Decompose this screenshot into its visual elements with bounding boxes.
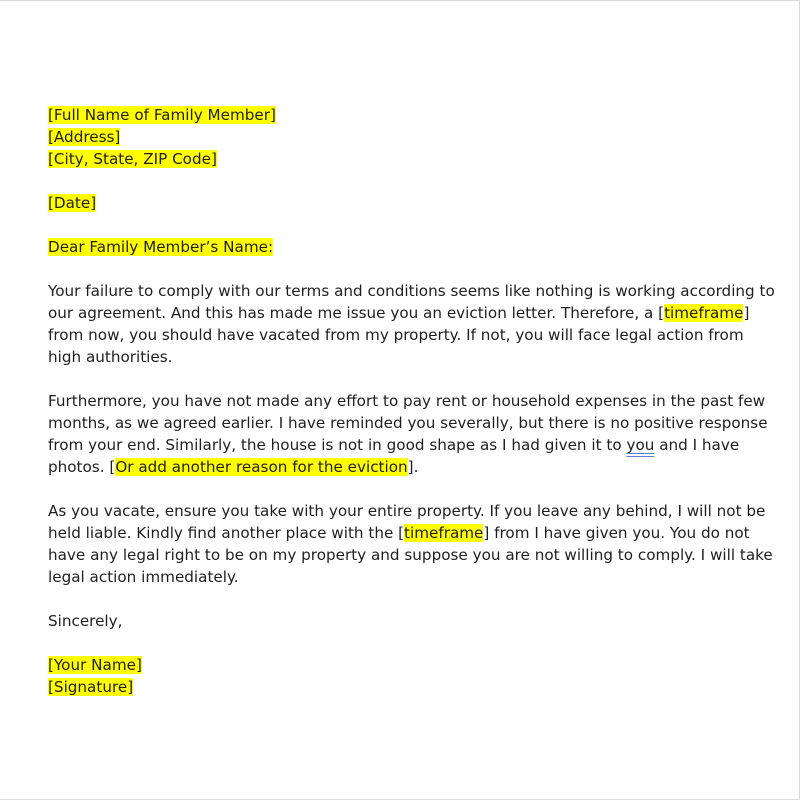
text-run: ] xyxy=(743,304,750,322)
paragraph-line xyxy=(48,434,758,456)
text-run: and I have xyxy=(654,436,740,454)
salutation[interactable]: Dear Family Member’s Name: xyxy=(48,238,274,256)
sender-city-line xyxy=(48,148,758,170)
paragraph-line: Furthermore, you have not made any effort to pay rent or household expenses in the past few xyxy=(48,392,766,410)
spacer xyxy=(48,632,758,654)
paragraph-line xyxy=(48,456,758,478)
letter-body xyxy=(48,104,775,698)
signature-line xyxy=(48,676,758,698)
spacer xyxy=(48,258,758,280)
closing: Sincerely, xyxy=(48,612,123,630)
spacer xyxy=(48,368,758,390)
your-name[interactable]: [Your Name] xyxy=(48,656,142,674)
text-run: ]. xyxy=(407,458,419,476)
text-run: ] from I have given you. You do not xyxy=(483,524,750,542)
text-run: our agreement. And this has made me issue you an eviction letter. Therefore, a [ xyxy=(48,304,665,322)
text-run: photos. [ xyxy=(48,458,116,476)
paragraph-line: legal action immediately. xyxy=(48,568,239,586)
paragraph-line: Your failure to comply with our terms and conditions seems like nothing is working according to xyxy=(48,282,775,300)
salutation-line xyxy=(48,236,758,258)
sender-name[interactable]: [Full Name of Family Member] xyxy=(48,106,276,124)
paragraph-line: from now, you should have vacated from my property. If not, you will face legal action from xyxy=(48,326,744,344)
timeframe-placeholder[interactable]: timeframe xyxy=(404,524,484,542)
paragraph-line: high authorities. xyxy=(48,348,173,366)
spacer xyxy=(48,214,758,236)
paragraph-line xyxy=(48,302,758,324)
paragraph-1 xyxy=(48,280,775,368)
date-line xyxy=(48,192,758,214)
signature[interactable]: [Signature] xyxy=(48,678,134,696)
grammar-flag-word[interactable]: you xyxy=(626,436,655,454)
paragraph-line: months, as we agreed earlier. I have reminded you severally, but there is no positive response xyxy=(48,414,768,432)
paragraph-line: have any legal right to be on my property and suppose you are not willing to comply. I will take xyxy=(48,546,773,564)
timeframe-placeholder[interactable]: timeframe xyxy=(664,304,744,322)
sender-address-line xyxy=(48,126,758,148)
paragraph-3 xyxy=(48,500,773,588)
text-run: held liable. Kindly find another place with the [ xyxy=(48,524,405,542)
spacer xyxy=(48,478,758,500)
sender-city[interactable]: [City, State, ZIP Code] xyxy=(48,150,217,168)
date-field[interactable]: [Date] xyxy=(48,194,97,212)
paragraph-line xyxy=(48,522,758,544)
your-name-line xyxy=(48,654,758,676)
paragraph-2 xyxy=(48,390,768,478)
sender-address[interactable]: [Address] xyxy=(48,128,121,146)
text-run: from your end. Similarly, the house is not in good shape as I had given it to xyxy=(48,436,627,454)
reason-placeholder[interactable]: Or add another reason for the eviction xyxy=(115,458,408,476)
sender-name-line xyxy=(48,104,758,126)
paragraph-line: As you vacate, ensure you take with your entire property. If you leave any behind, I will not be xyxy=(48,502,766,520)
spacer xyxy=(48,170,758,192)
spacer xyxy=(48,588,758,610)
